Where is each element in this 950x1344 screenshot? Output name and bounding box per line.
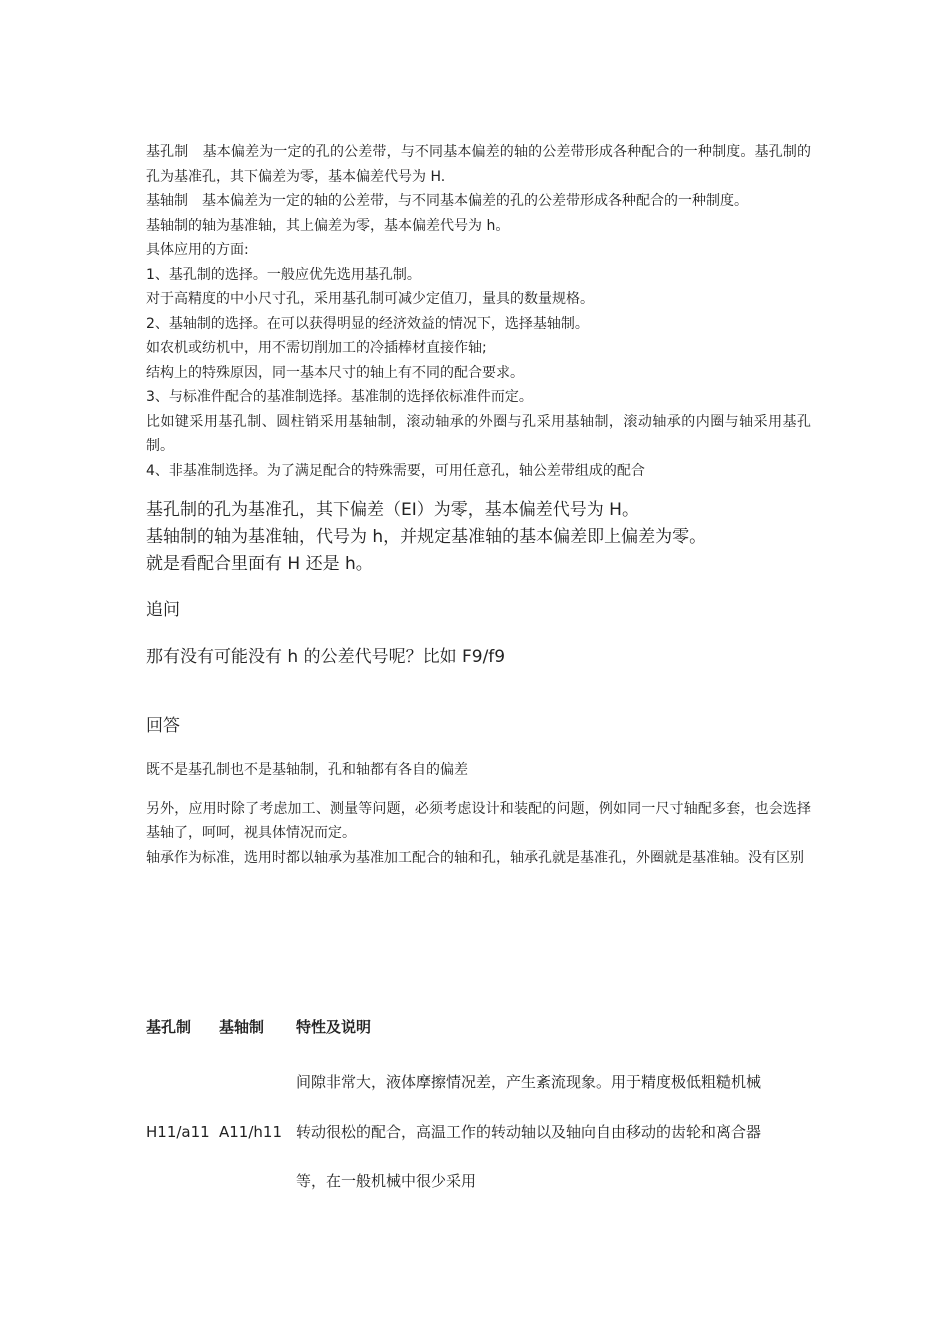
table-header-hole-basis: 基孔制 xyxy=(146,1018,192,1036)
document-body xyxy=(146,140,811,870)
paragraph-item-2: 2、基轴制的选择。在可以获得明显的经济效益的情况下，选择基轴制。 xyxy=(146,315,589,332)
paragraph-hole-basis-definition: 基孔制 基本偏差为一定的孔的公差带，与不同基本偏差的轴的公差带形成各种配合的一种制度。基孔制的孔为基准孔，其下偏差为零，基本偏差代号为 H. xyxy=(146,144,811,185)
paragraph-item-2-detail-b: 结构上的特殊原因，同一基本尺寸的轴上有不同的配合要求。 xyxy=(146,364,524,381)
paragraph-shaft-basis-definition: 基轴制 基本偏差为一定的轴的公差带，与不同基本偏差的孔的公差带形成各种配合的一种制度。 xyxy=(146,193,748,209)
summary-line-2: 基轴制的轴为基准轴，代号为 h，并规定基准轴的基本偏差即上偏差为零。 xyxy=(146,527,707,547)
summary-line-3: 就是看配合里面有 H 还是 h。 xyxy=(146,554,373,574)
answer-paragraph-1: 另外，应用时除了考虑加工、测量等问题，必须考虑设计和装配的问题，例如同一尺寸轴配多套，也会选择基轴了，呵呵，视具体情况而定。 xyxy=(146,800,811,841)
paragraph-item-2-detail-a: 如农机或纺机中，用不需切削加工的冷插棒材直接作轴; xyxy=(146,340,487,356)
paragraph-shaft-basis-note: 基轴制的轴为基准轴，其上偏差为零，基本偏差代号为 h。 xyxy=(146,217,510,234)
answer-label: 回答 xyxy=(146,716,180,736)
paragraph-application-heading: 具体应用的方面: xyxy=(146,242,249,258)
table-cell-desc-line-2: 转动很松的配合，高温工作的转动轴以及轴向自由移动的齿轮和离合器 xyxy=(296,1123,762,1141)
table-cell-desc-line-1: 间隙非常大，液体摩擦情况差，产生紊流现象。用于精度极低粗糙机械 xyxy=(296,1073,762,1091)
table-header-description: 特性及说明 xyxy=(296,1018,372,1036)
table-cell-hole-fit: H11/a11 xyxy=(146,1123,210,1141)
answer-line: 既不是基孔制也不是基轴制，孔和轴都有各自的偏差 xyxy=(146,762,468,778)
table-header-shaft-basis: 基轴制 xyxy=(219,1018,265,1036)
followup-question: 那有没有可能没有 h 的公差代号呢？比如 F9/f9 xyxy=(146,647,506,667)
table-cell-desc-line-3: 等，在一般机械中很少采用 xyxy=(296,1172,477,1190)
followup-label: 追问 xyxy=(146,600,180,620)
paragraph-item-3: 3、与标准件配合的基准制选择。基准制的选择依标准件而定。 xyxy=(146,389,533,405)
paragraph-item-1: 1、基孔制的选择。一般应优先选用基孔制。 xyxy=(146,266,421,283)
paragraph-item-3-detail: 比如键采用基孔制、圆柱销采用基轴制，滚动轴承的外圈与孔采用基轴制，滚动轴承的内圈与轴采用基孔制。 xyxy=(146,413,811,454)
answer-paragraph-2: 轴承作为标准，选用时都以轴承为基准加工配合的轴和孔，轴承孔就是基准孔，外圈就是基准轴。没有区别 xyxy=(146,849,804,866)
paragraph-item-4: 4、非基准制选择。为了满足配合的特殊需要，可用任意孔，轴公差带组成的配合 xyxy=(146,462,645,479)
table-cell-shaft-fit: A11/h11 xyxy=(219,1123,282,1141)
paragraph-item-1-detail: 对于高精度的中小尺寸孔，采用基孔制可减少定值刀，量具的数量规格。 xyxy=(146,291,594,307)
summary-line-1: 基孔制的孔为基准孔，其下偏差（EI）为零，基本偏差代号为 H。 xyxy=(146,500,639,520)
